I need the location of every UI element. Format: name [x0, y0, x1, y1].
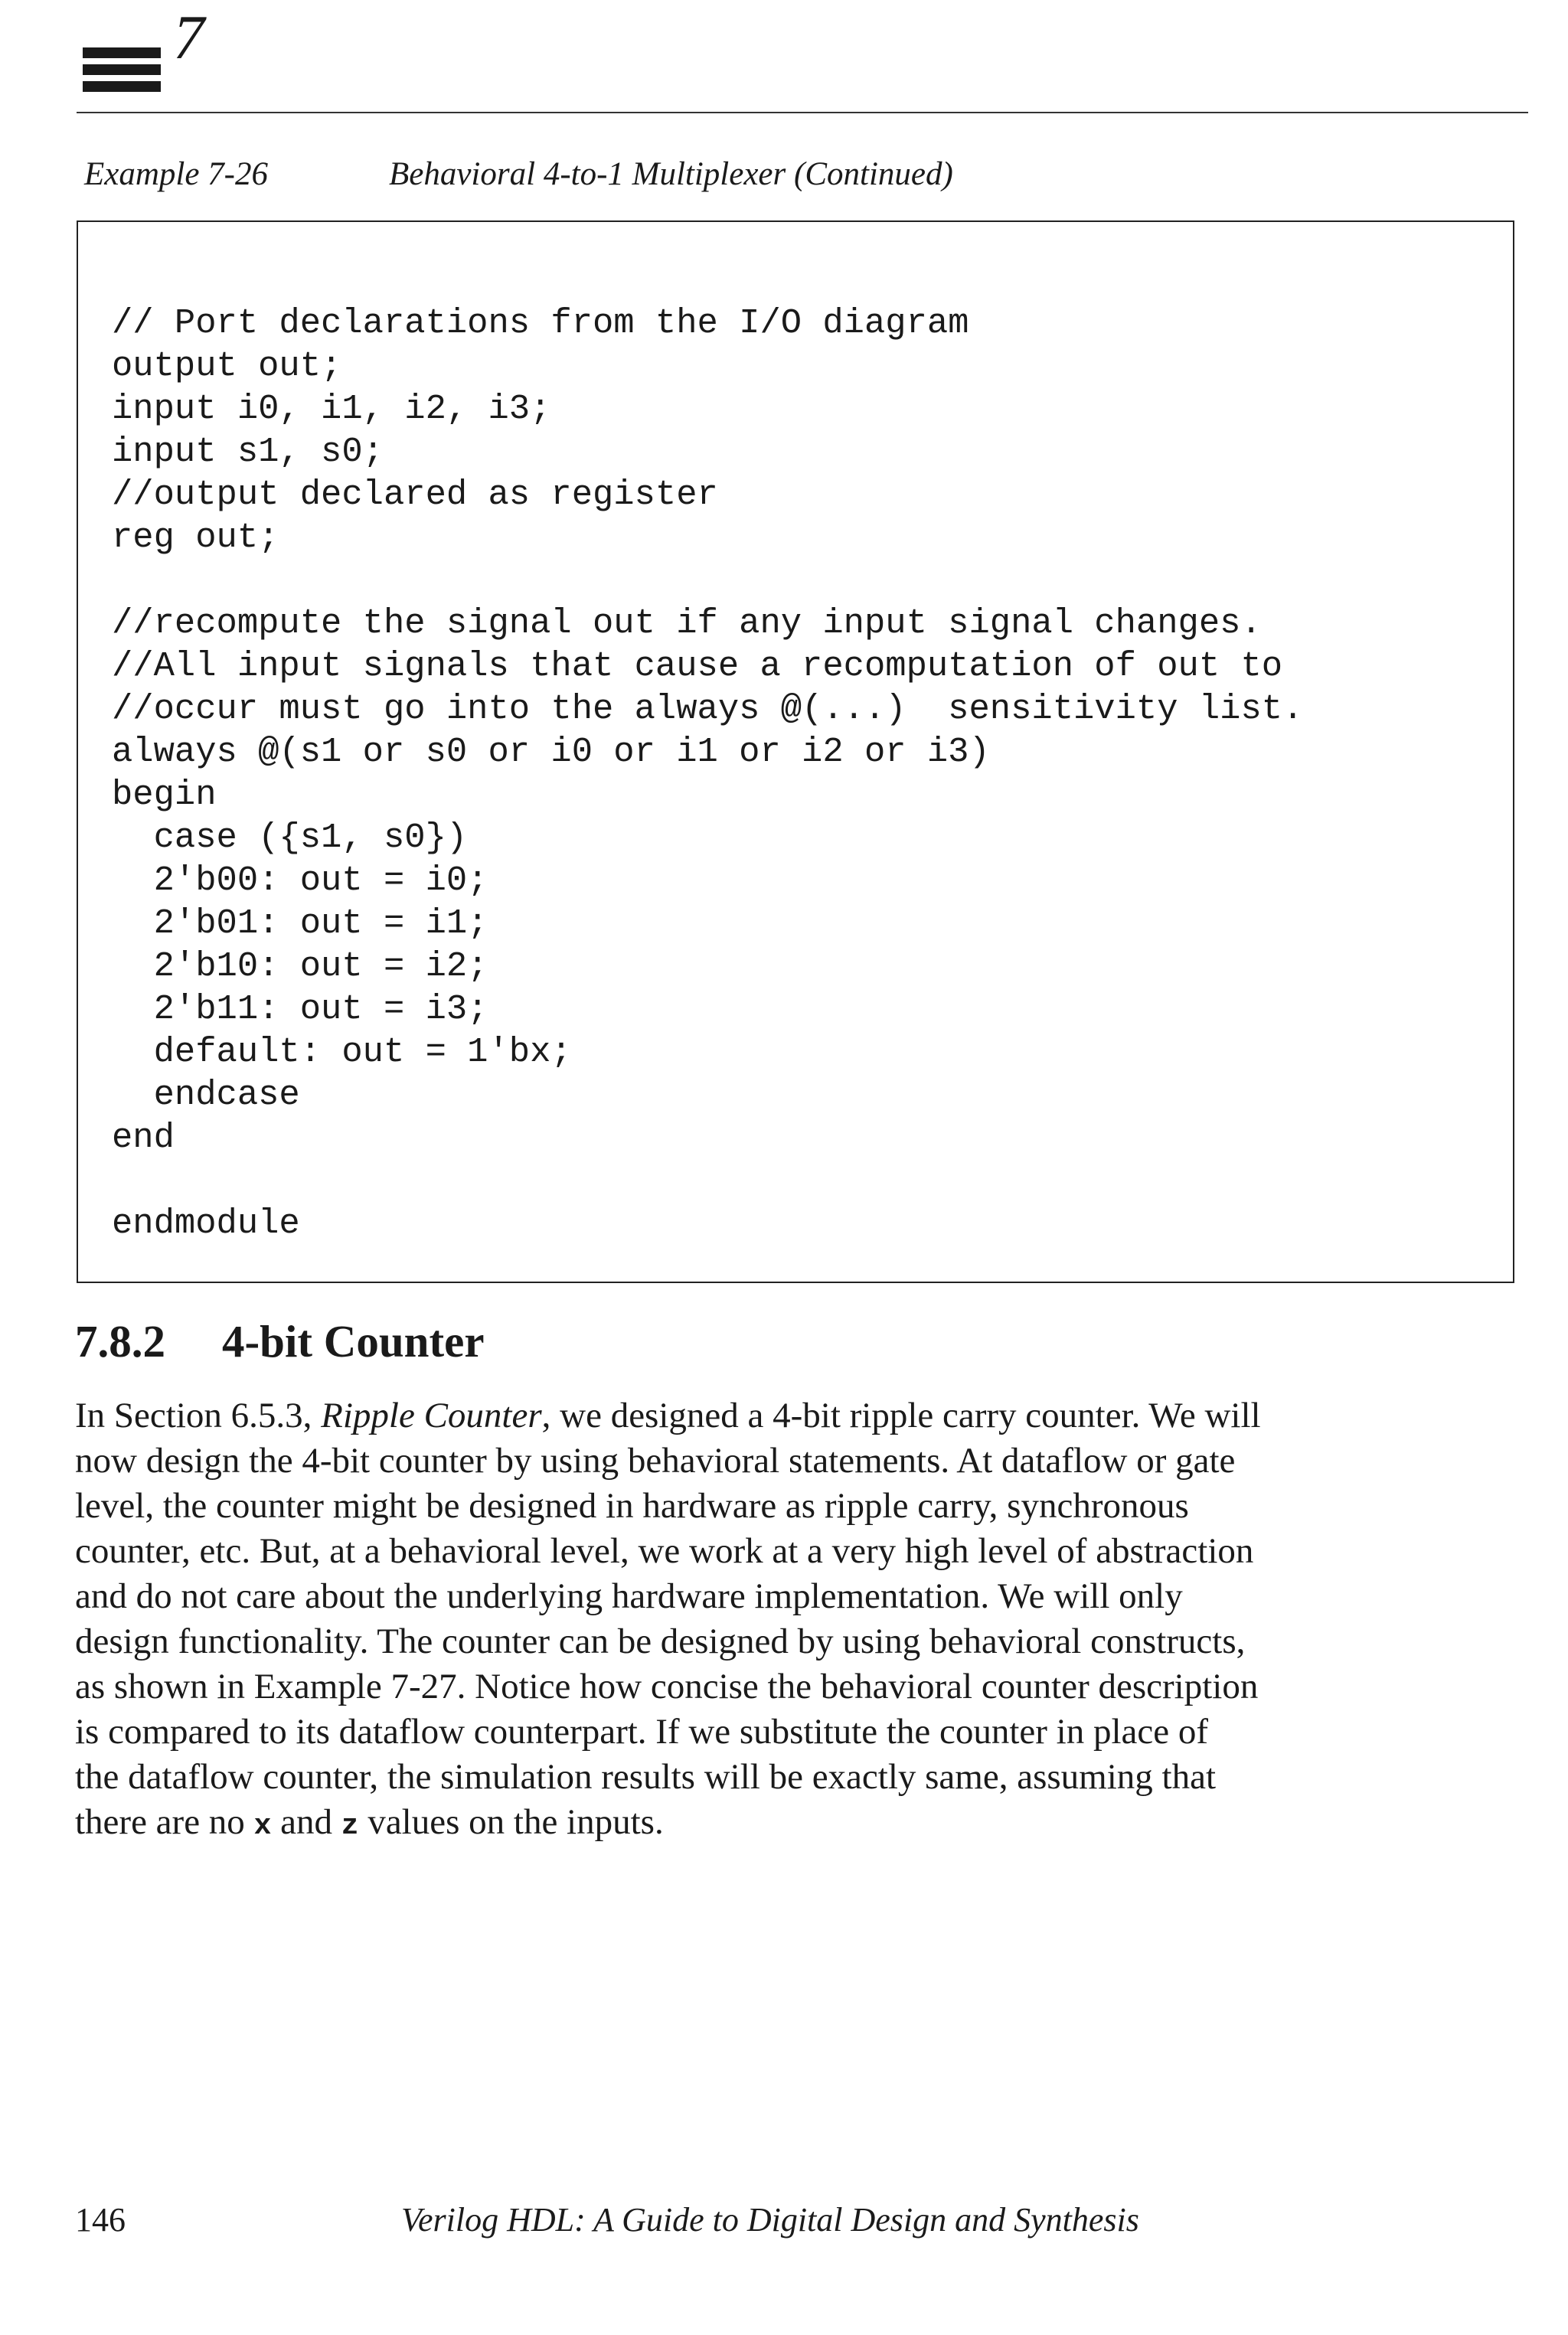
chapter-bar — [83, 64, 161, 75]
example-title: Behavioral 4-to-1 Multiplexer (Continued) — [389, 156, 953, 192]
body-paragraph — [75, 1393, 1537, 1845]
code-line: //occur must go into the always @(...) sensitivity list. — [112, 689, 1304, 729]
code-line: case ({s1, s0}) — [112, 818, 468, 857]
code-line: 2'b00: out = i0; — [112, 861, 488, 900]
paragraph-line: design functionality. The counter can be designed by using behavioral constructs, — [75, 1621, 1246, 1661]
code-line: //recompute the signal out if any input signal changes. — [112, 603, 1262, 643]
chapter-number: 7 — [173, 2, 204, 72]
section-title: 4-bit Counter — [222, 1316, 485, 1367]
paragraph-line: the dataflow counter, the simulation results will be exactly same, assuming that — [75, 1757, 1217, 1797]
code-line: //output declared as register — [112, 475, 718, 514]
paragraph-line — [75, 1393, 1537, 1439]
z-value-code: z — [341, 1810, 359, 1843]
code-line: reg out; — [112, 518, 279, 557]
code-line: input i0, i1, i2, i3; — [112, 389, 551, 429]
code-line: //All input signals that cause a recomputation of out to — [112, 646, 1283, 686]
paragraph-text: , we designed a 4-bit ripple carry counter. We will — [541, 1396, 1261, 1435]
paragraph-line: level, the counter might be designed in hardware as ripple carry, synchronous — [75, 1486, 1189, 1526]
code-line: // Port declarations from the I/O diagram — [112, 303, 969, 343]
code-line: input s1, s0; — [112, 432, 384, 472]
code-line: 2'b11: out = i3; — [112, 989, 488, 1029]
paragraph-text: there are no — [75, 1802, 254, 1842]
code-line: 2'b01: out = i1; — [112, 903, 488, 943]
code-line: always @(s1 or s0 or i0 or i1 or i2 or i3) — [112, 732, 990, 772]
code-line: begin — [112, 775, 217, 815]
paragraph-emphasis: Ripple Counter — [321, 1396, 542, 1435]
paragraph-text: values on the inputs. — [358, 1802, 664, 1842]
paragraph-text: and — [271, 1802, 341, 1842]
chapter-bar — [83, 47, 161, 58]
x-value-code: x — [253, 1810, 272, 1843]
paragraph-line: and do not care about the underlying hardware implementation. We will only — [75, 1576, 1183, 1616]
code-line: endcase — [112, 1075, 300, 1115]
code-line: default: out = 1'bx; — [112, 1032, 572, 1072]
paragraph-text: In Section 6.5.3, — [75, 1396, 322, 1435]
section-number: 7.8.2 — [75, 1316, 165, 1367]
paragraph-line: counter, etc. But, at a behavioral level, we work at a very high level of abstraction — [75, 1531, 1254, 1571]
paragraph-line: as shown in Example 7-27. Notice how concise the behavioral counter description — [75, 1667, 1259, 1706]
code-line: end — [112, 1118, 175, 1158]
example-number: Example 7-26 — [84, 156, 269, 192]
code-line: output out; — [112, 346, 342, 386]
paragraph-line: is compared to its dataflow counterpart. If we substitute the counter in place of — [75, 1712, 1209, 1752]
header-rule — [77, 112, 1528, 113]
paragraph-line: now design the 4-bit counter by using behavioral statements. At dataflow or gate — [75, 1441, 1236, 1481]
code-line: 2'b10: out = i2; — [112, 946, 488, 986]
page-number: 146 — [75, 2201, 126, 2239]
book-title: Verilog HDL: A Guide to Digital Design and Synthesis — [401, 2201, 1139, 2239]
paragraph-line — [75, 1800, 1537, 1845]
code-line: endmodule — [112, 1203, 300, 1243]
chapter-bar — [83, 81, 161, 92]
chapter-marker-icon — [83, 23, 161, 92]
